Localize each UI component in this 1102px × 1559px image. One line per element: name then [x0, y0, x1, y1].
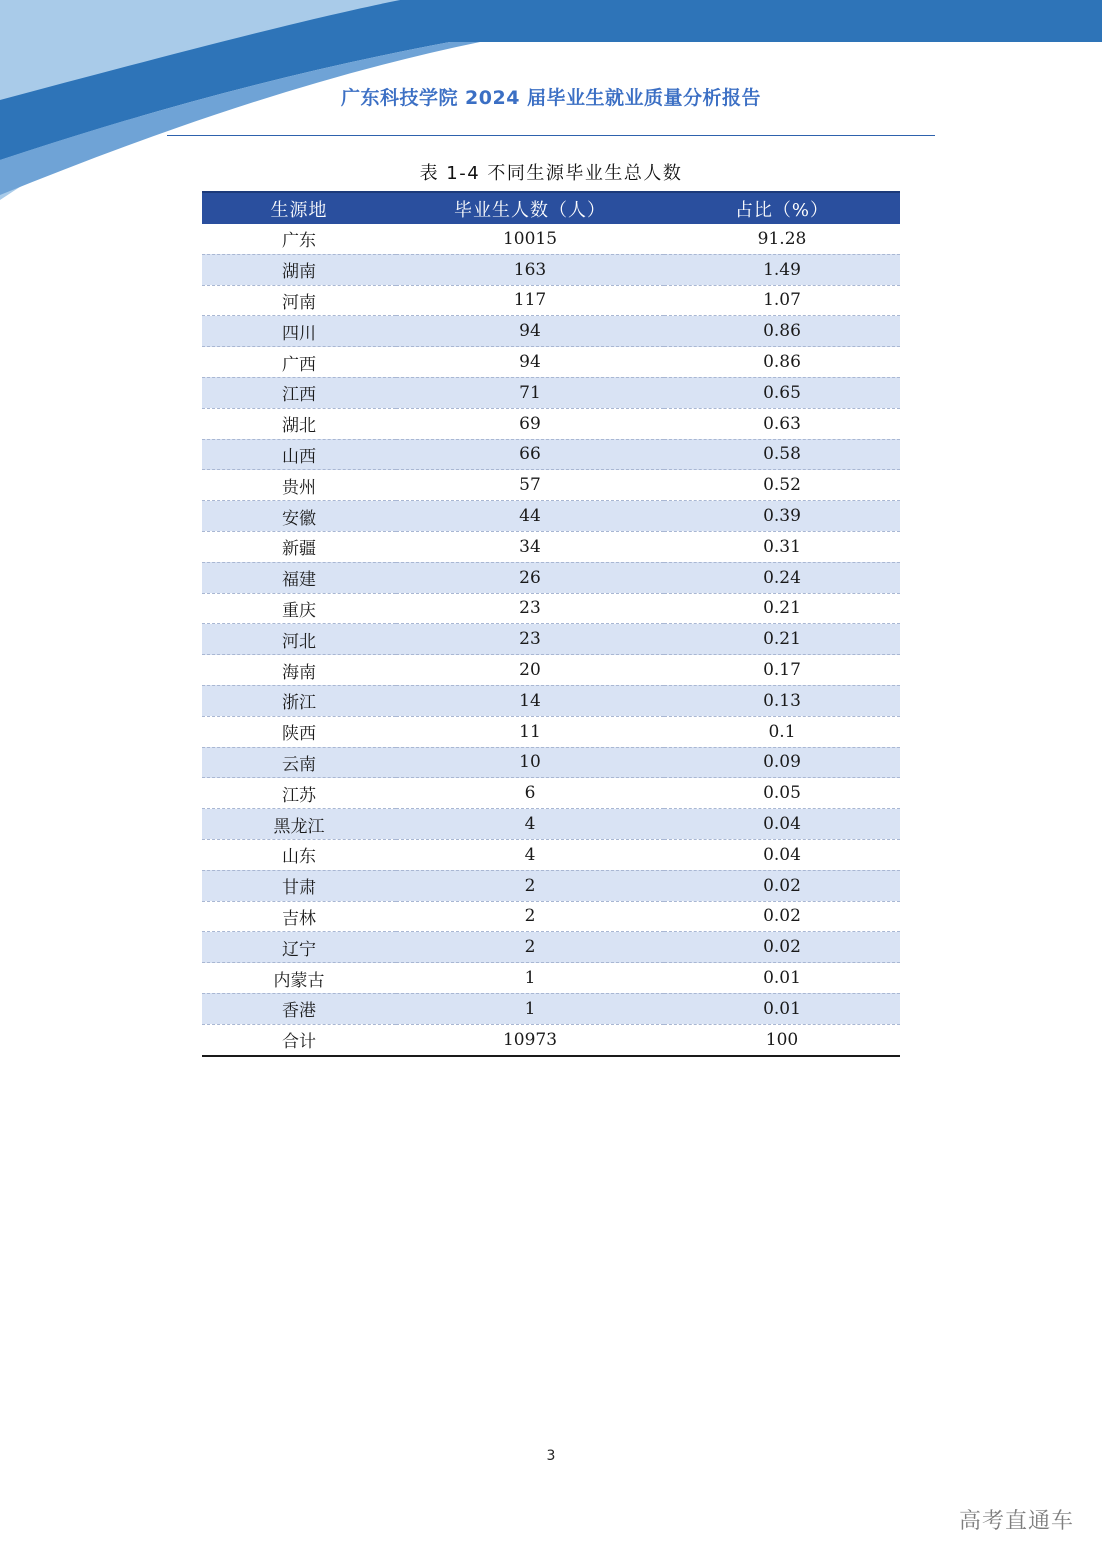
report-title: 广东科技学院 2024 届毕业生就业质量分析报告 [340, 87, 762, 109]
cell-percent: 0.04 [664, 809, 900, 840]
cell-origin: 四川 [202, 316, 396, 347]
table-row [202, 316, 900, 347]
cell-origin: 湖北 [202, 408, 396, 439]
cell-count: 2 [396, 901, 664, 932]
cell-origin: 河南 [202, 285, 396, 316]
cell-origin: 山东 [202, 839, 396, 870]
cell-percent: 0.09 [664, 747, 900, 778]
graduates-by-origin-table [202, 191, 900, 1057]
cell-percent: 0.02 [664, 932, 900, 963]
cell-count: 2 [396, 870, 664, 901]
table-body [202, 224, 900, 1056]
table-row [202, 747, 900, 778]
table-row [202, 254, 900, 285]
cell-count: 23 [396, 624, 664, 655]
table-row [202, 470, 900, 501]
table-row [202, 347, 900, 378]
cell-count: 117 [396, 285, 664, 316]
cell-count: 71 [396, 377, 664, 408]
table-row [202, 901, 900, 932]
cell-count: 10 [396, 747, 664, 778]
cell-count: 66 [396, 439, 664, 470]
cell-percent: 0.63 [664, 408, 900, 439]
cell-count: 34 [396, 531, 664, 562]
table-row [202, 685, 900, 716]
cell-percent: 1.07 [664, 285, 900, 316]
cell-count: 94 [396, 347, 664, 378]
cell-origin: 海南 [202, 655, 396, 686]
cell-percent: 0.86 [664, 316, 900, 347]
cell-origin: 河北 [202, 624, 396, 655]
cell-percent: 0.21 [664, 593, 900, 624]
cell-origin: 山西 [202, 439, 396, 470]
table-row [202, 839, 900, 870]
cell-count: 2 [396, 932, 664, 963]
table-row [202, 870, 900, 901]
table-row [202, 716, 900, 747]
cell-count: 69 [396, 408, 664, 439]
cell-count: 44 [396, 501, 664, 532]
cell-origin: 广西 [202, 347, 396, 378]
table-row [202, 501, 900, 532]
cell-origin: 广东 [202, 224, 396, 254]
cell-percent: 0.65 [664, 377, 900, 408]
table-row [202, 224, 900, 254]
table-row [202, 655, 900, 686]
cell-percent: 0.52 [664, 470, 900, 501]
cell-percent: 0.21 [664, 624, 900, 655]
table-row [202, 624, 900, 655]
table-row [202, 809, 900, 840]
watermark-text: 高考直通车 [958, 1509, 1074, 1534]
cell-percent: 0.39 [664, 501, 900, 532]
table-row [202, 932, 900, 963]
cell-origin: 辽宁 [202, 932, 396, 963]
table-row [202, 408, 900, 439]
cell-percent: 0.24 [664, 562, 900, 593]
cell-percent: 0.02 [664, 901, 900, 932]
table-total-row [202, 1024, 900, 1055]
table-row [202, 531, 900, 562]
cell-count: 11 [396, 716, 664, 747]
cell-origin: 重庆 [202, 593, 396, 624]
cell-percent: 0.13 [664, 685, 900, 716]
cell-percent: 0.02 [664, 870, 900, 901]
cell-count: 1 [396, 993, 664, 1024]
cell-count: 4 [396, 839, 664, 870]
cell-origin: 吉林 [202, 901, 396, 932]
cell-count: 23 [396, 593, 664, 624]
cell-count: 4 [396, 809, 664, 840]
title-divider [167, 135, 935, 136]
table-caption: 表 1-4 不同生源毕业生总人数 [419, 163, 683, 184]
cell-count: 163 [396, 254, 664, 285]
cell-count: 57 [396, 470, 664, 501]
cell-count: 20 [396, 655, 664, 686]
cell-count: 10015 [396, 224, 664, 254]
cell-percent: 91.28 [664, 224, 900, 254]
cell-count: 26 [396, 562, 664, 593]
cell-percent: 0.05 [664, 778, 900, 809]
cell-percent: 0.86 [664, 347, 900, 378]
page-number: 3 [546, 1448, 556, 1464]
cell-percent: 0.1 [664, 716, 900, 747]
cell-origin: 云南 [202, 747, 396, 778]
cell-origin: 合计 [202, 1024, 396, 1055]
table-row [202, 593, 900, 624]
cell-origin: 甘肃 [202, 870, 396, 901]
cell-percent: 1.49 [664, 254, 900, 285]
cell-count: 1 [396, 963, 664, 994]
cell-count: 14 [396, 685, 664, 716]
cell-percent: 0.17 [664, 655, 900, 686]
table-row [202, 993, 900, 1024]
cell-percent: 0.58 [664, 439, 900, 470]
cell-origin: 陕西 [202, 716, 396, 747]
cell-origin: 黑龙江 [202, 809, 396, 840]
column-header-origin: 生源地 [202, 192, 396, 224]
table-row [202, 285, 900, 316]
cell-origin: 香港 [202, 993, 396, 1024]
cell-origin: 湖南 [202, 254, 396, 285]
cell-origin: 贵州 [202, 470, 396, 501]
cell-percent: 100 [664, 1024, 900, 1055]
column-header-count: 毕业生人数（人） [396, 192, 664, 224]
cell-count: 6 [396, 778, 664, 809]
cell-count: 10973 [396, 1024, 664, 1055]
cell-percent: 0.31 [664, 531, 900, 562]
cell-origin: 内蒙古 [202, 963, 396, 994]
table-row [202, 778, 900, 809]
table-row [202, 562, 900, 593]
table-header-row [202, 192, 900, 224]
cell-count: 94 [396, 316, 664, 347]
table-row [202, 377, 900, 408]
cell-origin: 江苏 [202, 778, 396, 809]
table-row [202, 963, 900, 994]
cell-percent: 0.01 [664, 993, 900, 1024]
cell-origin: 安徽 [202, 501, 396, 532]
cell-origin: 福建 [202, 562, 396, 593]
cell-percent: 0.04 [664, 839, 900, 870]
cell-percent: 0.01 [664, 963, 900, 994]
table-row [202, 439, 900, 470]
column-header-percent: 占比（%） [664, 192, 900, 224]
cell-origin: 新疆 [202, 531, 396, 562]
cell-origin: 江西 [202, 377, 396, 408]
cell-origin: 浙江 [202, 685, 396, 716]
